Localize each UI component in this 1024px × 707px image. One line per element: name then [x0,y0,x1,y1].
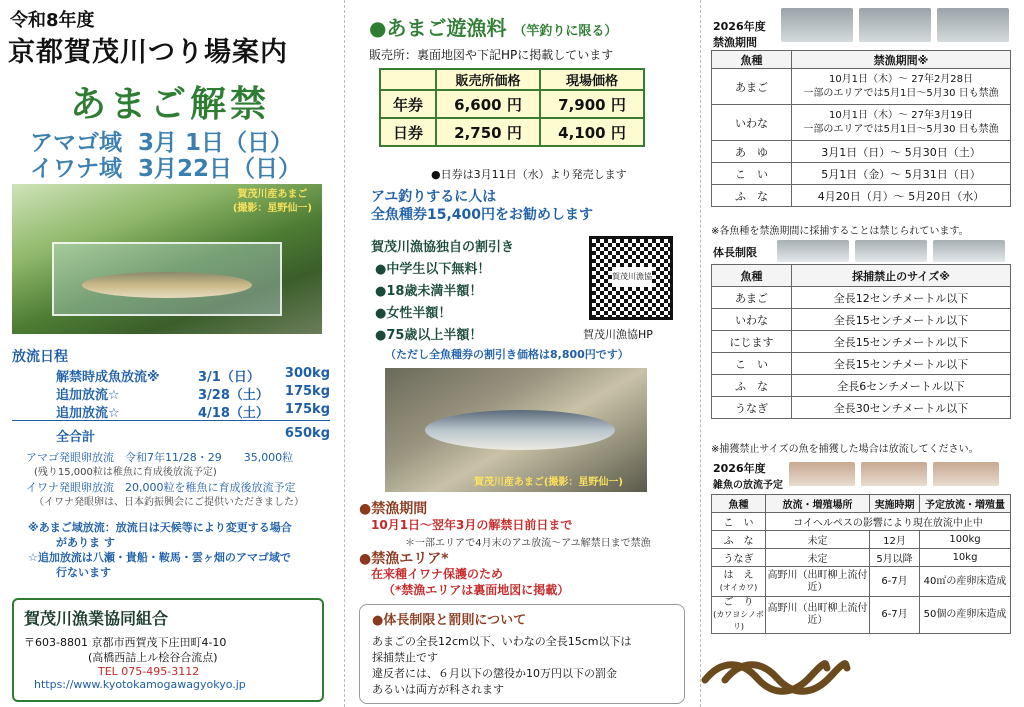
col-header: 魚種 [712,495,766,513]
release-total [56,426,330,445]
when-cell: 5月以降 [870,549,920,567]
middle-column [344,0,696,707]
fish-cell: ふ な [712,185,792,207]
table-row [712,331,1011,353]
amago-photo-2 [385,368,647,492]
iwana-opening-date [30,150,301,183]
fish-thumbnail [789,462,855,486]
fish-cell: ふ な [712,531,766,549]
table-row [712,397,1011,419]
col-header: 魚種 [712,265,792,287]
fish-thumbnail [777,240,849,262]
title-line: 禁漁期間 [713,36,757,49]
fee-heading-sub: （竿釣りに限る） [513,24,618,39]
note-line: ※あまご域放流：放流日は天候等により変更する場合 [28,521,292,534]
closed-season-text: 10月1日〜翌年3月の解禁日前日まで [371,518,573,532]
total-amount: 650kg [284,426,330,441]
release-name: 解禁時成魚放流※ [56,370,160,385]
fee-table [379,68,645,147]
ayu-line: 全魚種券15,400円をお勧めします [371,207,594,223]
page-title: 京都賀茂川つり場案内 [8,37,288,68]
table-row [380,118,644,146]
egg-line: イワナ発眼卵放流 20,000粒を稚魚に育成後放流予定 [26,481,296,494]
opening-heading: あまご解禁 [69,84,270,125]
fish-cell: うなぎ [712,549,766,567]
fee-cell: 7,900 円 [540,90,644,118]
table-row [712,141,1011,163]
total-label: 全合計 [56,430,96,445]
note-line: ☆追加放流は八瀬・貴船・鞍馬・雲ヶ畑のアマゴ域で [28,551,291,564]
release-heading: 放流日程 [12,349,68,365]
fish-thumbnail [933,462,999,486]
penalty-line: あるいは両方が科されます [372,683,504,696]
table-row [712,105,1011,141]
title-line: 雑魚の放流予定 [713,480,783,491]
size-table-note: ※捕獲禁止サイズの魚を捕獲した場合は放流してください。 [711,444,979,455]
egg-line: アマゴ発眼卵放流 令和7年11/28・29 35,000粒 [26,451,294,464]
egg-line: （イワナ発眼卵は、日本釣振興会にご提供いただきました） [34,497,304,508]
size-limit-table [711,264,1011,419]
closed-season-table [711,50,1011,207]
fish-name: は え [723,569,754,581]
fee-header: 現場価格 [540,69,644,90]
period-cell: 5月1日（金）〜 5月31日（日） [792,163,1011,185]
closed-season-note: ＊一部エリアで4月末のアユ放流〜アユ解禁日まで禁漁 [405,538,651,549]
title-line: 2026年度 [713,20,766,33]
when-cell: 12月 [870,531,920,549]
date-label: アマゴ域 [30,130,122,156]
fish-name: ご り [723,597,754,608]
amount-cell: 40㎡の産卵床造成 [920,567,1011,597]
release-name: 追加放流☆ [56,406,120,421]
fee-heading-main: ●あまご遊漁料 [369,16,507,40]
size-cell: 全長6センチメートル以下 [792,375,1011,397]
org-address: 〒603-8801 京都市西賀茂下庄田町4-10 [24,636,227,649]
penalty-box [359,604,685,704]
seller-info: 販売所：裏面地図や下記HPに掲載しています [369,48,614,62]
date-value: 3月22日（日） [138,156,302,182]
misc-release-table [711,494,1011,634]
fish-cell: ふ な [712,375,792,397]
release-date: 3/28（土） [198,388,269,403]
period-line: 10月1日（木）〜 27年3月19日 [828,109,974,121]
release-notes [28,520,334,580]
table-row [712,353,1011,375]
org-address-2: (高橋西詰上ル桧谷合流点) [88,651,218,664]
org-tel: TEL 075-495-3112 [98,665,200,678]
fish-thumbnail [933,240,1005,262]
col-header: 放流・増殖場所 [766,495,870,513]
closed-table-title [713,18,766,50]
closed-season-heading: ●禁漁期間 [359,501,428,517]
penalty-line: あまごの全長12cm以下、いわなの全長15cm以下は [372,635,632,648]
table-row [712,163,1011,185]
date-label: イワナ域 [30,156,122,182]
right-column [700,0,1024,707]
caption-line: 賀茂川産あまご [237,189,308,200]
size-table-title: 体長制限 [713,246,757,259]
qr-code[interactable] [589,236,673,320]
table-row [712,69,1011,105]
fee-row-label: 日券 [380,118,436,146]
place-cell: 未定 [766,549,870,567]
fish-cell: こ い [712,513,766,531]
when-cell: 6-7月 [870,567,920,597]
size-cell: 全長12センチメートル以下 [792,287,1011,309]
size-cell: 全長15センチメートル以下 [792,309,1011,331]
left-column [0,0,340,707]
col-header: 禁漁期間※ [792,51,1011,69]
title-line: 2026年度 [713,462,766,475]
fish-thumbnail [859,8,931,42]
release-amount: 175kg [284,384,330,399]
table-row [712,375,1011,397]
release-date: 3/1（日） [198,370,260,385]
table-row [712,513,1011,531]
org-url-link[interactable]: https://www.kyotokamogawagyokyo.jp [34,678,246,691]
note-line: がありま す [56,536,115,549]
release-amount: 175kg [284,402,330,417]
discount-heading: 賀茂川漁協独自の割引き [371,240,515,255]
closed-table-note: ※各魚種を禁漁期間に採捕することは禁じられています。 [711,226,969,237]
misc-table-title [713,460,783,491]
fish-cell: こ い [712,163,792,185]
discount-item: ●女性半額！ [375,306,452,321]
table-row [712,549,1011,567]
period-line: 10月1日（木）〜 27年2月28日 [828,73,974,85]
fish-cell: こ い [712,353,792,375]
eel-illustration [701,656,831,698]
col-header: 予定放流・増殖量 [920,495,1011,513]
table-row [712,567,1011,597]
when-cell: 6-7月 [870,597,920,634]
period-line: 一部のエリアでは5月1日〜5月30 日も禁漁 [803,123,999,135]
col-header: 魚種 [712,51,792,69]
discount-item: ●18歳未満半額！ [375,284,483,299]
ayu-recommendation [371,188,593,224]
photo-caption [233,188,312,216]
fish-cell [712,567,766,597]
size-cell: 全長15センチメートル以下 [792,331,1011,353]
egg-release-info [26,450,336,510]
amount-cell: 50個の産卵床造成 [920,597,1011,634]
period-line: 一部のエリアでは5月1日〜5月30 日も禁漁 [803,87,999,99]
amount-cell: 10kg [920,549,1011,567]
fish-shape [82,272,252,298]
fiscal-year: 令和8年度 [10,10,95,31]
fish-cell: いわな [712,309,792,331]
table-row [712,597,1011,634]
fee-cell: 6,600 円 [436,90,540,118]
org-name: 賀茂川漁業協同組合 [24,609,169,628]
area-line: （*禁漁エリアは裏面地図に掲載） [383,583,570,597]
egg-line: (残り15,000粒は稚魚に育成後放流予定) [34,467,217,478]
fish-thumbnail [861,462,927,486]
fee-cell: 2,750 円 [436,118,540,146]
amago-photo [12,184,322,334]
period-cell: 4月20日（月）〜 5月20日（水） [792,185,1011,207]
place-cell: 高野川（出町柳上流付近） [766,597,870,634]
penalty-body [372,634,672,698]
fish-cell: いわな [712,105,792,141]
caption-line: (撮影：星野仙一) [232,203,312,214]
fish-shape [425,410,615,450]
table-row [712,185,1011,207]
fee-row-label: 年券 [380,90,436,118]
discount-item: ●75歳以上半額！ [375,328,483,343]
date-value: 3月 1日（日） [138,130,294,156]
fish-subname: (オイカワ) [719,582,758,592]
note-line: 行ないます [56,566,111,579]
organization-box [12,598,324,702]
col-header: 実施時期 [870,495,920,513]
table-row [712,287,1011,309]
day-ticket-note: ●日券は3月11日（水）より発売します [431,168,627,181]
release-date: 4/18（土） [198,406,269,421]
table-row [712,309,1011,331]
fish-thumbnail [781,8,853,42]
qr-inner-label: 賀茂川漁協 [612,267,652,287]
penalty-line: 違反者には、６月以下の懲役か10万円以下の罰金 [372,667,617,680]
fee-header: 販売所価格 [436,69,540,90]
qr-label: 賀茂川漁協HP [583,328,653,341]
period-cell [792,69,1011,105]
fish-cell: うなぎ [712,397,792,419]
fish-cell: あまご [712,287,792,309]
photo-caption: 賀茂川産あまご(撮影：星野仙一) [473,477,623,488]
col-header: 採捕禁止のサイズ※ [792,265,1011,287]
penalty-heading: ●体長制限と罰則について [372,613,527,628]
ayu-line: アユ釣りするに人は [371,189,497,205]
fish-cell [712,597,766,634]
table-row [380,90,644,118]
place-cell: 高野川（出町柳上流付近） [766,567,870,597]
period-cell: 3月1日（日）〜 5月30日（土） [792,141,1011,163]
size-cell: 全長30センチメートル以下 [792,397,1011,419]
amount-cell: 100kg [920,531,1011,549]
fish-thumbnail [937,8,1009,42]
fish-cell: あ ゆ [712,141,792,163]
release-name: 追加放流☆ [56,388,120,403]
area-line: 在来種イワナ保護のため [371,567,504,581]
discount-note: （ただし全魚種券の割引き価格は8,800円です） [385,348,629,361]
divider [12,420,330,421]
period-cell [792,105,1011,141]
discount-item: ●中学生以下無料！ [375,262,491,277]
closed-area-heading: ●禁漁エリア* [359,551,449,567]
fee-heading [369,12,617,41]
fee-header-empty [380,69,436,90]
fish-cell: にじます [712,331,792,353]
closed-area-text [371,566,569,598]
fish-thumbnail [855,240,927,262]
penalty-line: 採捕禁止です [372,651,438,664]
place-cell: コイヘルペスの影響により現在放流中止中 [766,513,1011,531]
release-amount: 300kg [284,366,330,381]
table-row [712,531,1011,549]
fish-cell: あまご [712,69,792,105]
fish-subname: (カワヨシノボリ) [713,610,764,631]
place-cell: 未定 [766,531,870,549]
size-cell: 全長15センチメートル以下 [792,353,1011,375]
fee-cell: 4,100 円 [540,118,644,146]
